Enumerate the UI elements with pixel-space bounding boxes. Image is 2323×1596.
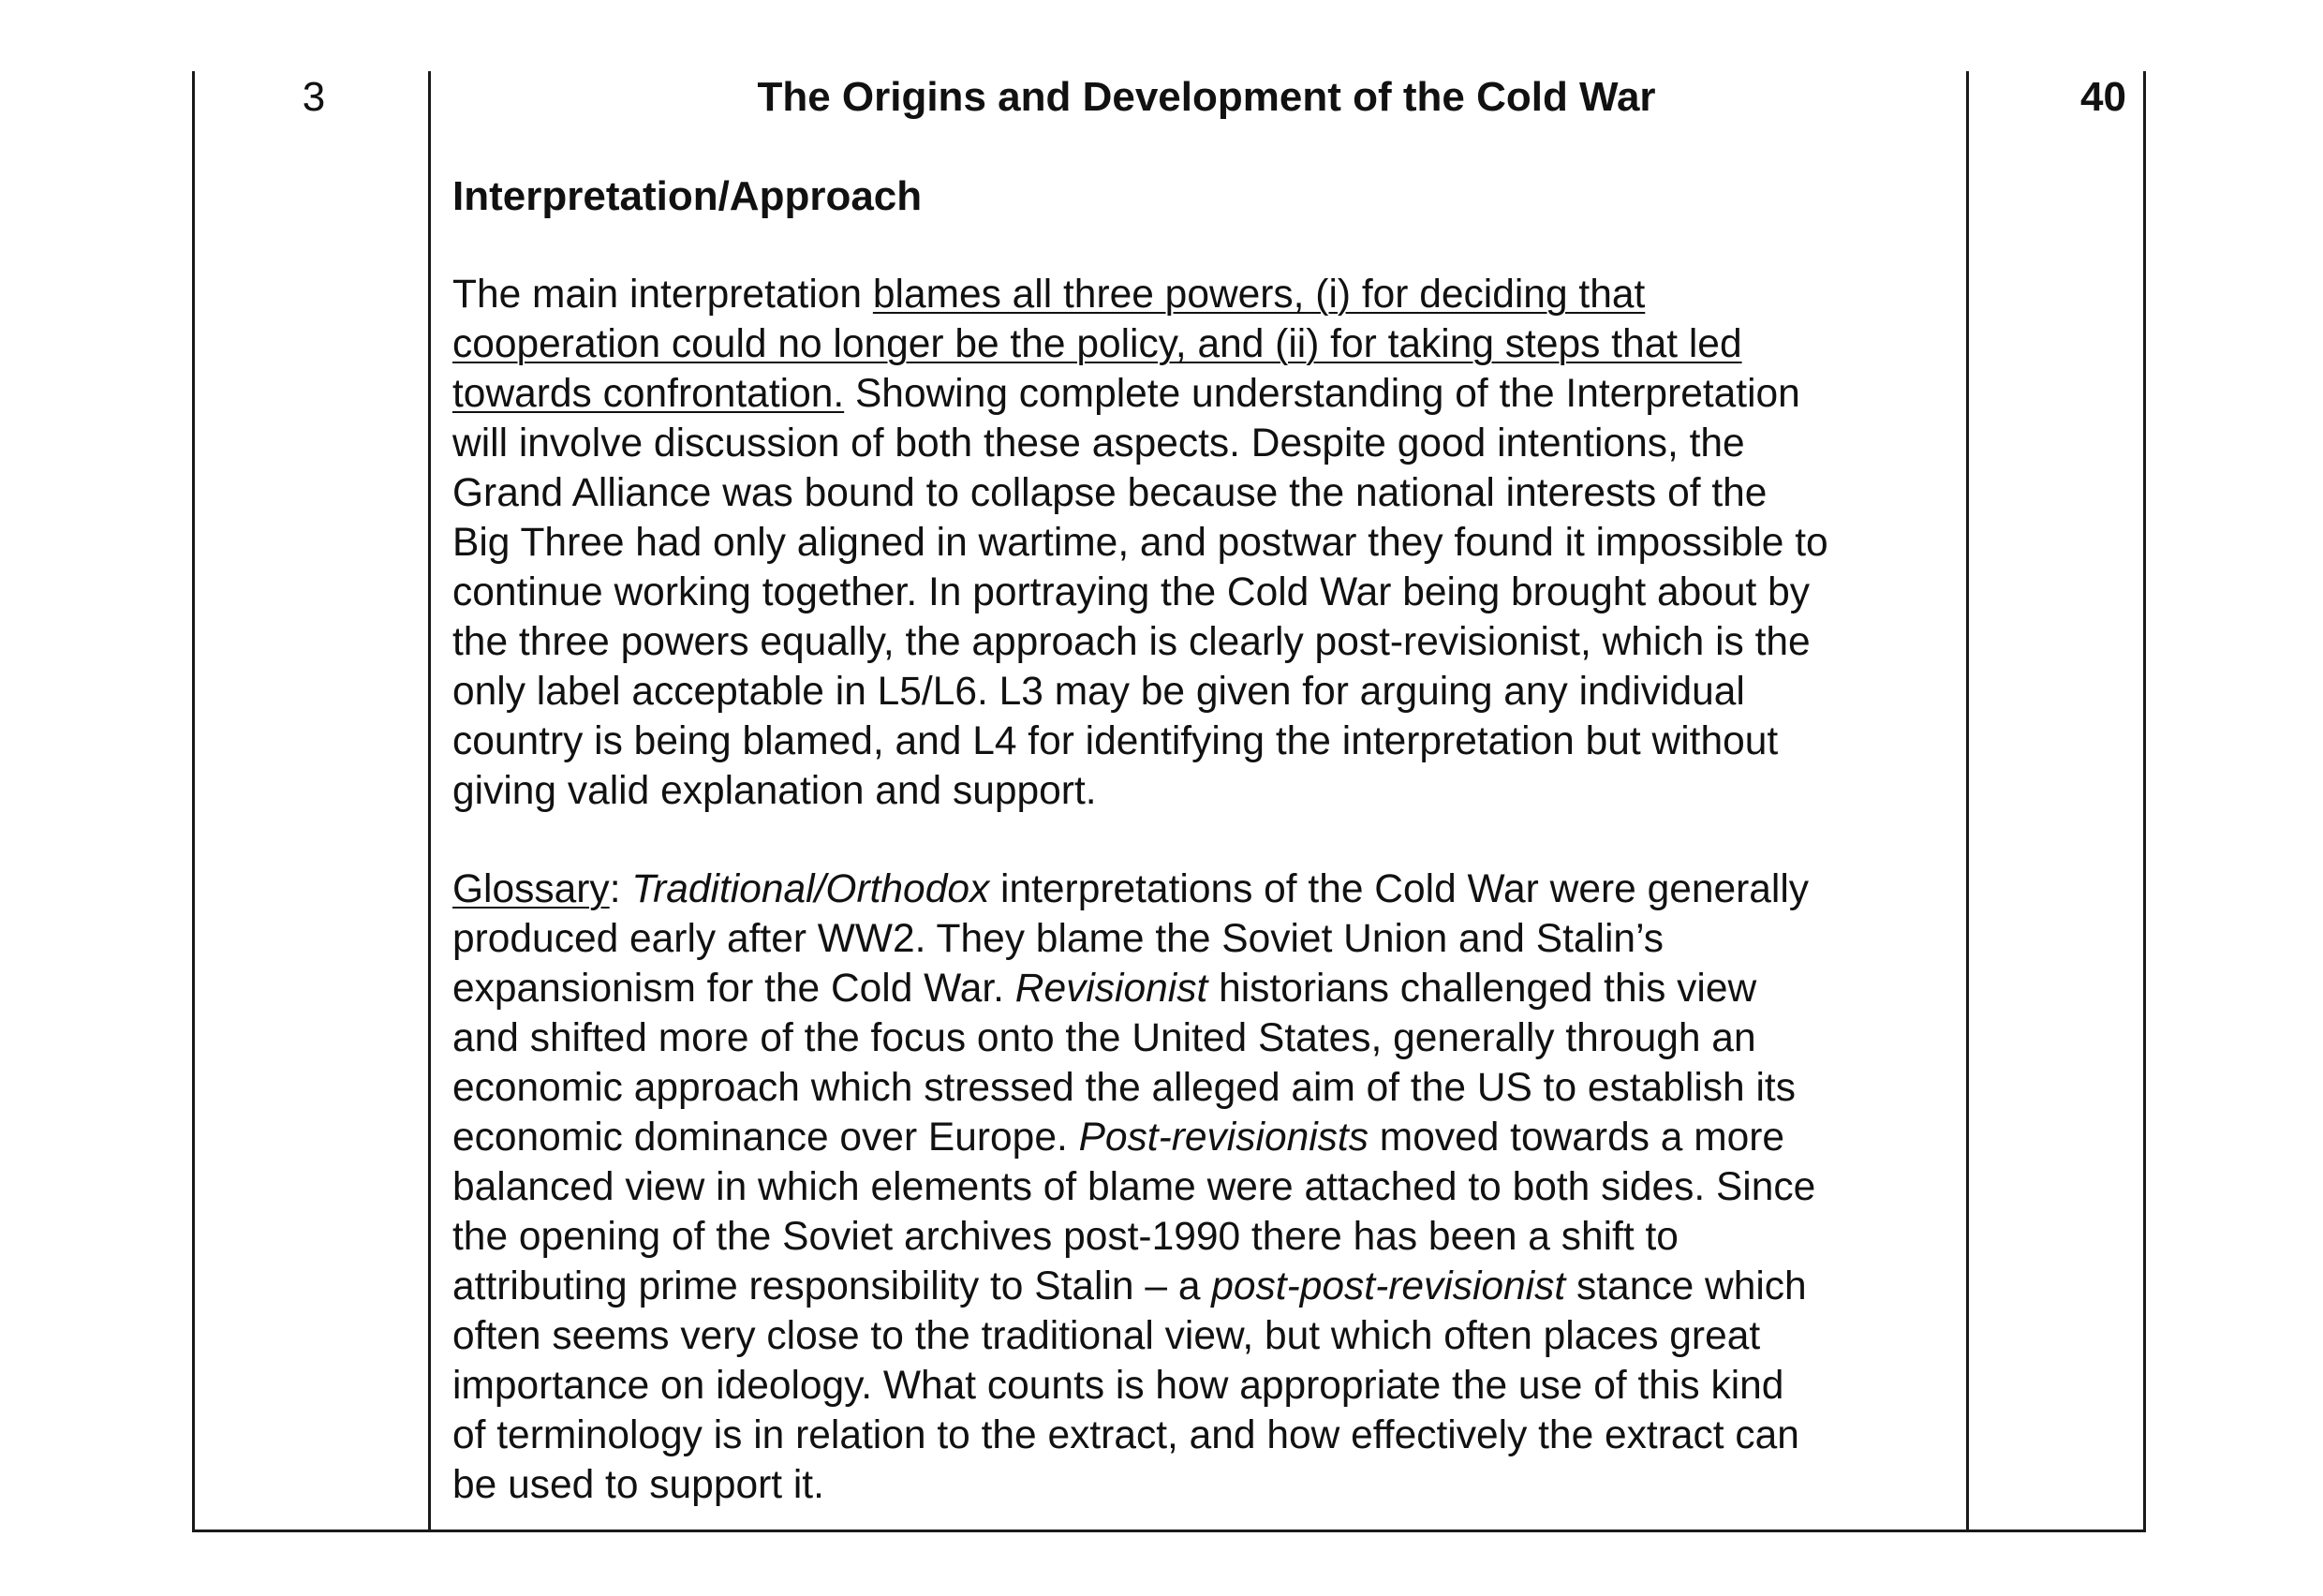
interpretation-text-segment: continue working together. In portraying the Cold War being brought about by [452, 570, 1811, 614]
question-content [452, 73, 1960, 1510]
glossary-text-segment: often seems very close to the traditional view, but which often places great [452, 1314, 1761, 1358]
interpretation-line [452, 369, 1960, 419]
interpretation-line [452, 667, 1960, 717]
interpretation-text-segment: country is being blamed, and L4 for identifying the interpretation but without [452, 719, 1779, 763]
glossary-text-segment: be used to support it. [452, 1463, 824, 1507]
glossary-text-segment: : [609, 867, 632, 911]
glossary-line [452, 1262, 1960, 1311]
table-border-marks-column [1966, 71, 1969, 1532]
table-border-bottom [192, 1530, 2146, 1532]
interpretation-line [452, 270, 1960, 319]
glossary-text-segment: produced early after WW2. They blame the Soviet Union and Stalin’s [452, 917, 1664, 961]
glossary-line [452, 914, 1960, 964]
interpretation-text-segment: cooperation could no longer be the policy, and (ii) for taking steps that led [452, 322, 1742, 366]
table-border-right [2143, 71, 2146, 1532]
glossary-text-segment: Traditional/Orthodox [631, 867, 990, 911]
glossary-text-segment: economic dominance over Europe. [452, 1116, 1079, 1160]
glossary-line [452, 1361, 1960, 1411]
glossary-line [452, 1013, 1960, 1063]
glossary-text-segment: balanced view in which elements of blame were attached to both sides. Since [452, 1165, 1816, 1209]
glossary-line [452, 1460, 1960, 1510]
interpretation-text-segment: towards confrontation. [452, 372, 845, 416]
interpretation-line [452, 518, 1960, 568]
glossary-line [452, 1063, 1960, 1113]
glossary-text-segment: expansionism for the Cold War. [452, 967, 1015, 1011]
interpretation-line [452, 717, 1960, 766]
glossary-line [452, 864, 1960, 914]
glossary-line [452, 1411, 1960, 1460]
glossary-text-segment: of terminology is in relation to the extract, and how effectively the extract can [452, 1413, 1799, 1457]
glossary-text-segment: interpretations of the Cold War were generally [989, 867, 1810, 911]
glossary-text-segment: moved towards a more [1368, 1116, 1785, 1160]
interpretation-text-segment: blames all three powers, (i) for deciding that [872, 273, 1646, 317]
glossary-line [452, 1212, 1960, 1262]
interpretation-line [452, 319, 1960, 369]
question-title: The Origins and Development of the Cold War [757, 74, 1656, 120]
glossary-line [452, 1162, 1960, 1212]
table-border-number-column [428, 71, 431, 1532]
interpretation-line [452, 766, 1960, 816]
interpretation-text-segment: the three powers equally, the approach is clearly post-revisionist, which is the [452, 620, 1811, 664]
interpretation-paragraph [452, 270, 1960, 816]
interpretation-text-segment: Big Three had only aligned in wartime, and postwar they found it impossible to [452, 521, 1828, 565]
interpretation-text-segment: The main interpretation [452, 273, 873, 317]
glossary-text-segment: Glossary [452, 867, 610, 911]
glossary-text-segment: and shifted more of the focus onto the United States, generally through an [452, 1016, 1756, 1060]
question-marks: 40 [2080, 74, 2126, 120]
glossary-line [452, 1113, 1960, 1162]
table-border-left [192, 71, 195, 1532]
glossary-line [452, 964, 1960, 1013]
glossary-paragraph [452, 864, 1960, 1510]
glossary-text-segment: stance which [1565, 1264, 1807, 1308]
interpretation-line [452, 419, 1960, 468]
glossary-text-segment: importance on ideology. What counts is how appropriate the use of this kind [452, 1364, 1784, 1408]
interpretation-line [452, 468, 1960, 518]
interpretation-line [452, 568, 1960, 617]
glossary-text-segment: post-post-revisionist [1211, 1264, 1566, 1308]
interpretation-line [452, 617, 1960, 667]
glossary-text-segment: economic approach which stressed the alleged aim of the US to establish its [452, 1066, 1796, 1110]
interpretation-text-segment: giving valid explanation and support. [452, 769, 1097, 813]
question-number: 3 [302, 74, 326, 120]
interpretation-text-segment: Showing complete understanding of the Interpretation [844, 372, 1800, 416]
glossary-text-segment: Revisionist [1014, 967, 1208, 1011]
glossary-text-segment: historians challenged this view [1207, 967, 1757, 1011]
interpretation-heading: Interpretation/Approach [452, 173, 923, 219]
glossary-text-segment: attributing prime responsibility to Stalin – a [452, 1264, 1212, 1308]
interpretation-text-segment: only label acceptable in L5/L6. L3 may be given for arguing any individual [452, 670, 1745, 714]
glossary-line [452, 1311, 1960, 1361]
glossary-text-segment: the opening of the Soviet archives post-1990 there has been a shift to [452, 1215, 1679, 1259]
interpretation-text-segment: Grand Alliance was bound to collapse because the national interests of the [452, 471, 1768, 515]
glossary-text-segment: Post-revisionists [1078, 1116, 1369, 1160]
interpretation-text-segment: will involve discussion of both these aspects. Despite good intentions, the [452, 421, 1745, 466]
